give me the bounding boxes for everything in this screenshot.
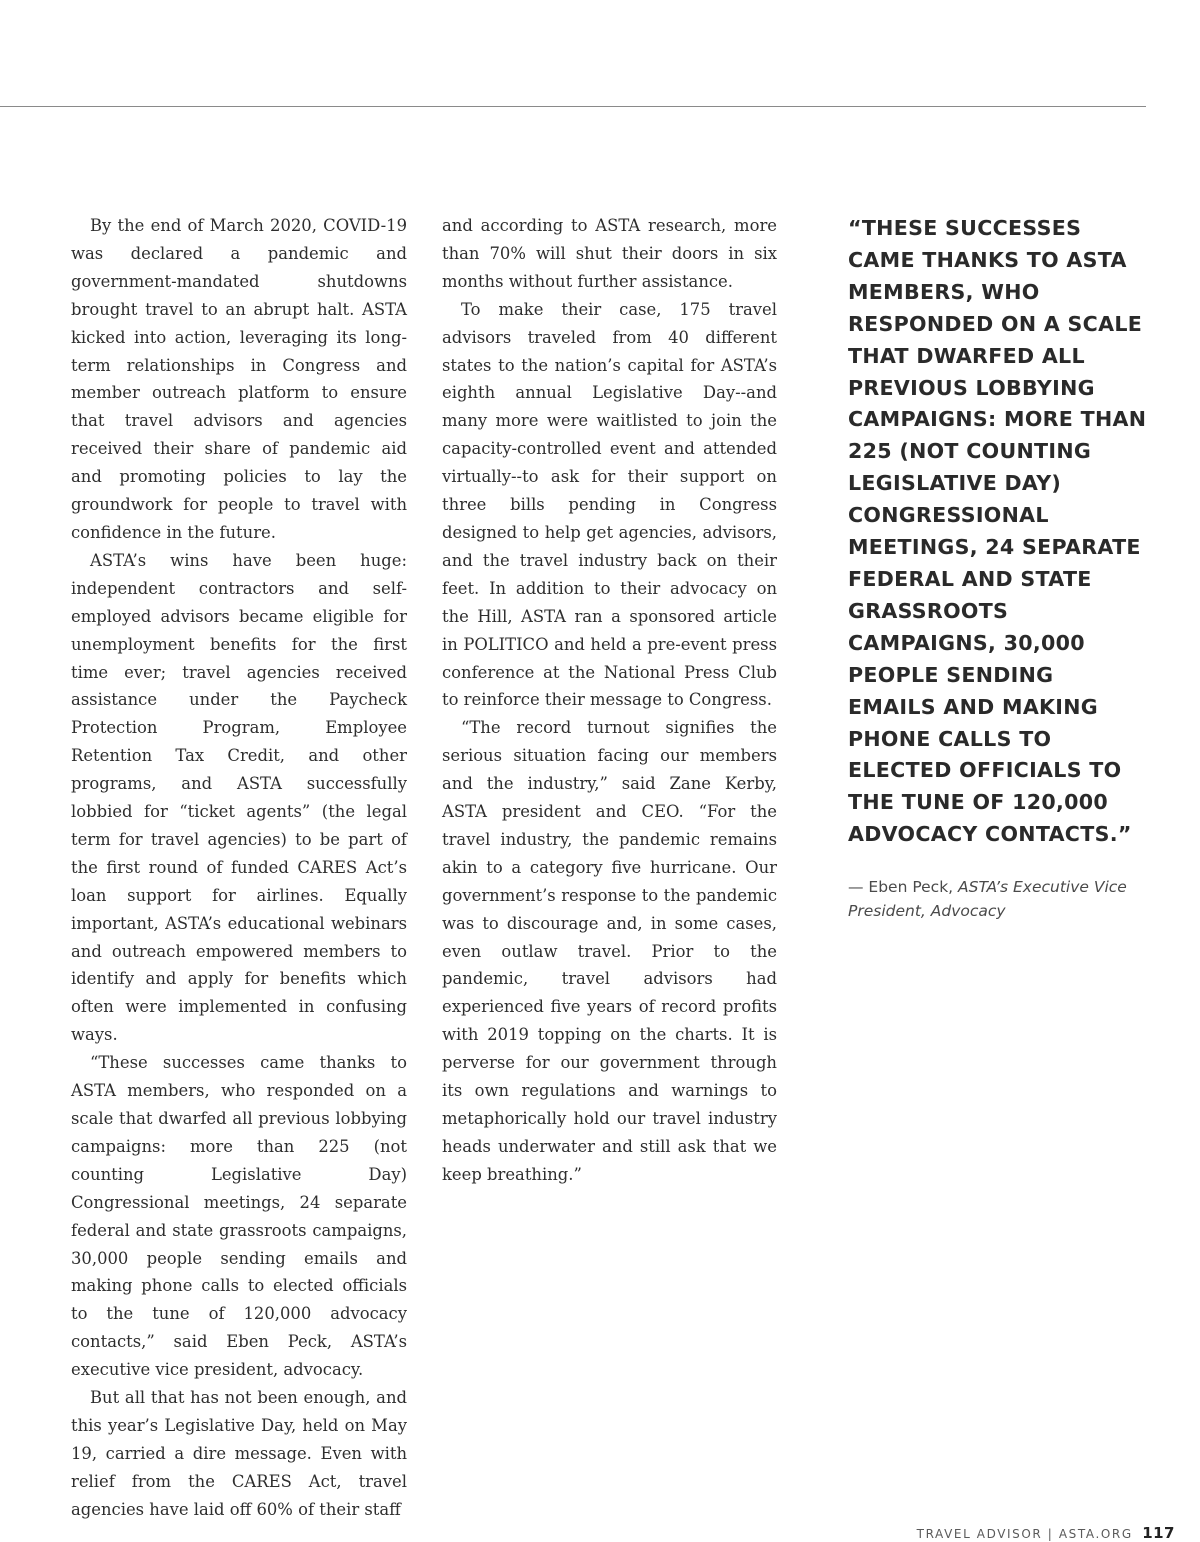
page-number: 117: [1142, 1524, 1175, 1542]
attribution-title: ASTA’s Executive Vice President, Advocacy: [848, 878, 1127, 921]
body-paragraph-continuation: and according to ASTA research, more than 70% will shut their doors in six months without further assistance.: [442, 216, 777, 291]
body-paragraph: But all that has not been enough, and this year’s Legislative Day, held on May 19, carried a dire message. Even with relief from the CARES Act, travel agencies have laid off 60% of their staff: [71, 1388, 407, 1519]
body-paragraph: ASTA’s wins have been huge: independent contractors and self-employed advisors became eligible for unemployment benefits for the first time ever; travel agencies received assistance under the Paycheck Protection Program, Employee Retention Tax Credit, and other programs, and ASTA successfully lobbied for “ticket agents” (the legal term for travel agencies) to be part of the first round of funded CARES Act’s loan support for airlines. Equally important, ASTA’s educational webinars and outreach empowered members to identify and apply for benefits which often were implemented in confusing ways.: [71, 550, 407, 1045]
body-paragraph: “The record turnout signifies the serious situation facing our members and the industry,” said Zane Kerby, ASTA president and CEO. “For the travel industry, the pandemic remains akin to a category five hurricane. Our government’s response to the pandemic was to discourage and, in some cases, even outlaw travel. Prior to the pandemic, travel advisors had experienced five years of record profits with 2019 topping on the charts. It is perverse for our government through its own regulations and warnings to metaphorically hold our travel industry heads underwater and still ask that we keep breathing.”: [442, 718, 777, 1184]
pull-quote: [848, 213, 1148, 923]
page-footer: [917, 1524, 1175, 1542]
body-paragraph: “These successes came thanks to ASTA members, who responded on a scale that dwarfed all previous lobbying campaigns: more than 225 (not counting Legislative Day) Congressional meetings, 24 separate federal and state grassroots campaigns, 30,000 people sending emails and making phone calls to elected officials to the tune of 120,000 advocacy contacts,” said Eben Peck, ASTA’s executive vice president, advocacy.: [71, 1053, 407, 1380]
article-column-2: [442, 212, 777, 1189]
article-column-1: [71, 212, 407, 1524]
attribution-name: — Eben Peck,: [848, 878, 954, 897]
pull-quote-text: “THESE SUCCESSES CAME THANKS TO ASTA MEMBERS, WHO RESPONDED ON A SCALE THAT DWARFED ALL PREVIOUS LOBBYING CAMPAIGNS: MORE THAN 225 (NOT COUNTING LEGISLATIVE DAY) CONGRESSIONAL MEETINGS, 24 SEPARATE FEDERAL AND STATE GRASSROOTS CAMPAIGNS, 30,000 PEOPLE SENDING EMAILS AND MAKING PHONE CALLS TO ELECTED OFFICIALS TO THE TUNE OF 120,000 ADVOCACY CONTACTS.”: [848, 216, 1147, 847]
body-paragraph: By the end of March 2020, COVID-19 was declared a pandemic and government-mandated shutdowns brought travel to an abrupt halt. ASTA kicked into action, leveraging its long-term relationships in Congress and member outreach platform to ensure that travel advisors and agencies received their share of pandemic aid and promoting policies to lay the groundwork for people to travel with confidence in the future.: [71, 216, 407, 542]
pull-quote-attribution: [848, 875, 1148, 923]
top-divider: [0, 106, 1146, 107]
publication-name: TRAVEL ADVISOR | ASTA.ORG: [916, 1527, 1133, 1541]
body-paragraph: To make their case, 175 travel advisors traveled from 40 different states to the nation’s capital for ASTA’s eighth annual Legislative Day--and many more were waitlisted to join the capacity-controlled event and attended virtually--to ask for their support on three bills pending in Congress designed to help get agencies, advisors, and the travel industry back on their feet. In addition to their advocacy on the Hill, ASTA ran a sponsored article in POLITICO and held a pre-event press conference at the National Press Club to reinforce their message to Congress.: [442, 299, 777, 710]
